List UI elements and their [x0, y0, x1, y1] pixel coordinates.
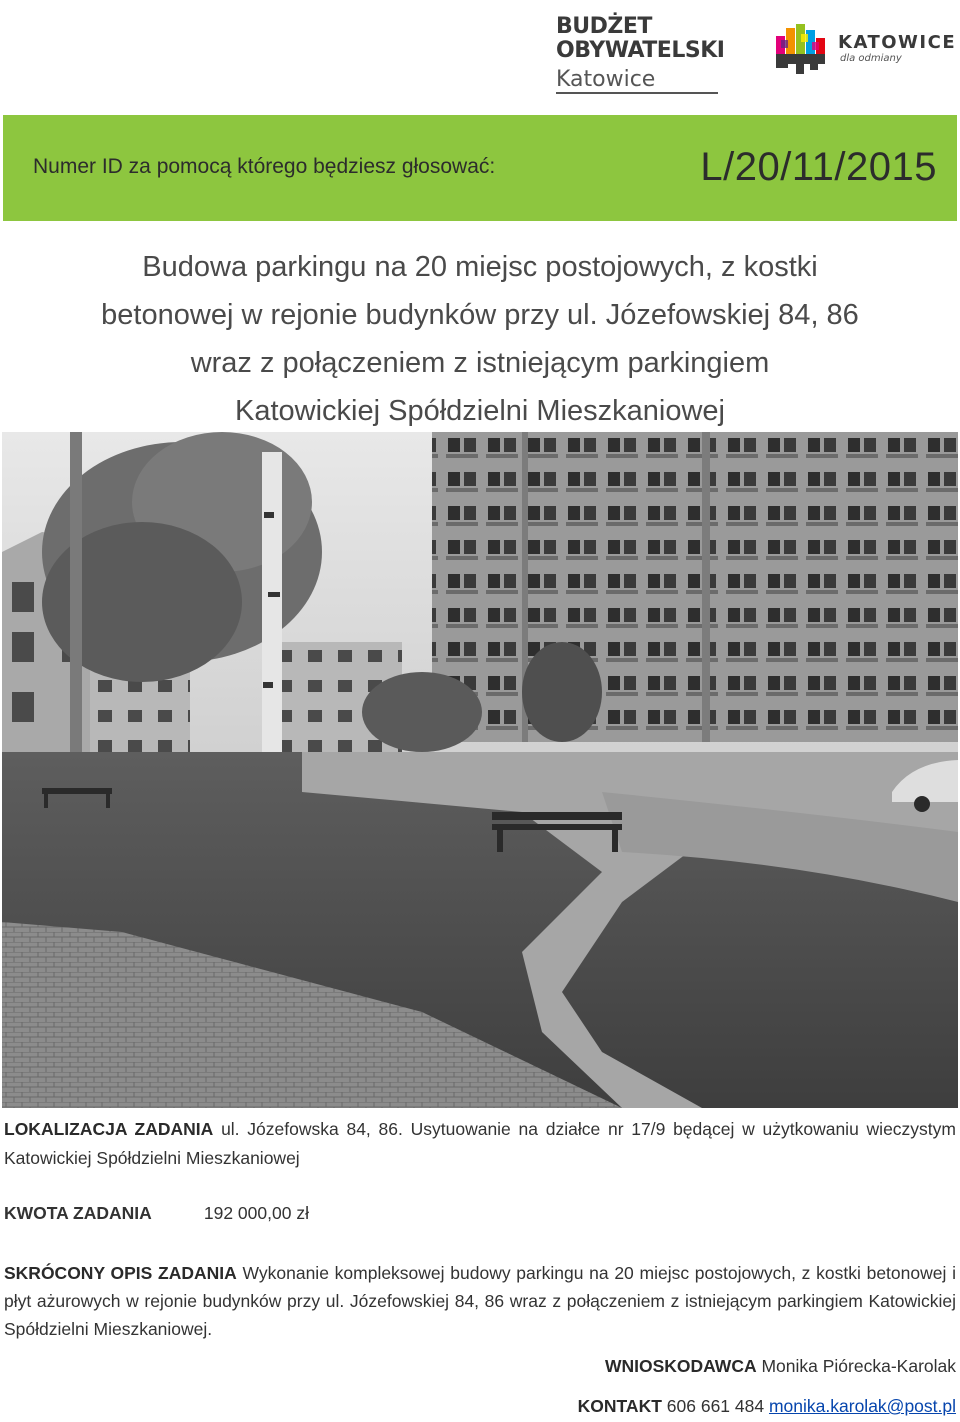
contact-section [4, 1392, 956, 1420]
logo-underline [556, 92, 718, 94]
katowice-mark-icon [774, 20, 830, 76]
logo-line-budzet: BUDŻET [556, 14, 652, 39]
location-text: ul. Józefowska 84, 86. Usytuowanie na działce nr 17/9 będącej w użytkowaniu wieczystym Katowickiej Spółdzielni Mieszkaniowej [4, 1119, 956, 1168]
contact-email-link[interactable]: monika.karolak@post.pl [768, 1396, 956, 1416]
applicant-label: WNIOSKODAWCA [604, 1356, 757, 1376]
amount-section [4, 1199, 956, 1228]
description-text: Wykonanie kompleksowej budowy parkingu na 20 miejsc postojowych, z kostki betonowej i płyt ażurowych w rejonie budynków przy ul. Józefowskiej 84, 86 wraz z połączeniem z istniejącym parkingiem Katowickiej Spółdzielni Mieszkaniowej. [4, 1263, 956, 1339]
logo-line-obywatelski: OBYWATELSKI [556, 38, 725, 63]
vote-id-label: Numer ID za pomocą którego będziesz głosować: [33, 155, 496, 178]
description-label: SKRÓCONY OPIS ZADANIA [4, 1263, 237, 1283]
location-section [4, 1115, 956, 1173]
katowice-city-logo [774, 20, 956, 76]
amount-label: KWOTA ZADANIA [4, 1203, 152, 1223]
description-section [4, 1259, 956, 1343]
title-line: wraz z połączeniem z istniejącym parkingiem [190, 347, 770, 379]
location-photo-image [2, 432, 958, 1108]
title-line: Katowickiej Spółdzielni Mieszkaniowej [235, 395, 725, 427]
applicant-section [4, 1352, 956, 1380]
city-name: KATOWICE [838, 32, 957, 53]
logo-line-katowice: Katowice [556, 67, 656, 92]
contact-phone: 606 661 484 [666, 1396, 765, 1416]
vote-id-banner [3, 115, 957, 221]
location-photo [2, 432, 958, 1108]
title-line: betonowej w rejonie budynków przy ul. Józefowskiej 84, 86 [101, 299, 859, 331]
location-label: LOKALIZACJA ZADANIA [4, 1119, 214, 1139]
applicant-name: Monika Piórecka-Karolak [761, 1356, 956, 1376]
project-title [0, 243, 960, 435]
amount-value: 192 000,00 zł [203, 1203, 309, 1223]
city-tagline: dla odmiany [840, 53, 902, 64]
vote-id-value: L/20/11/2015 [700, 145, 937, 189]
title-line: Budowa parkingu na 20 miejsc postojowych, z kostki [142, 251, 818, 283]
contact-label: KONTAKT [577, 1396, 662, 1416]
budzet-obywatelski-logo [556, 8, 725, 92]
